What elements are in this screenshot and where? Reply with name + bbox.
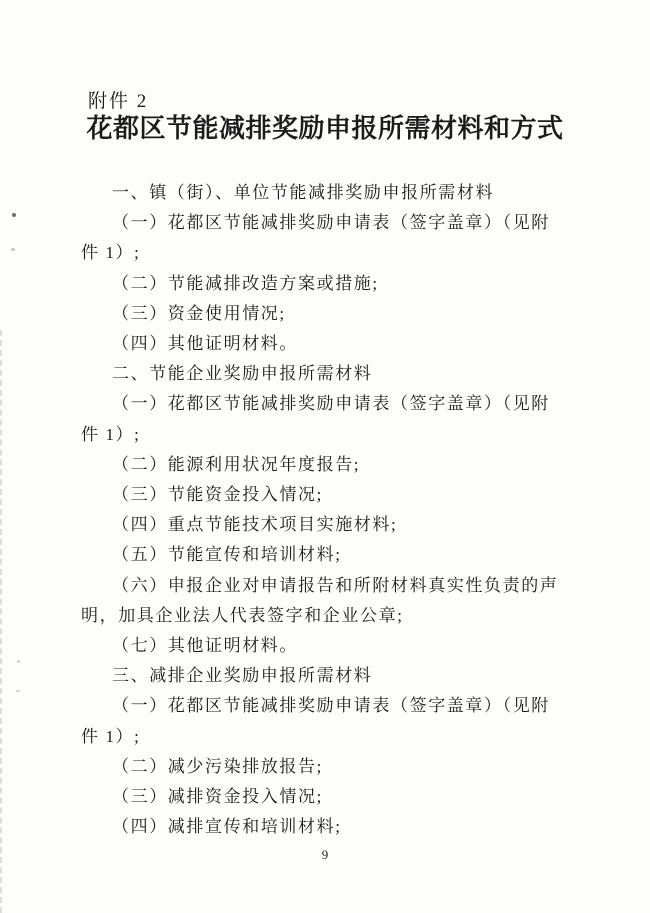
text-line: 件 1）; xyxy=(81,726,141,746)
text-line: 二、节能企业奖励申报所需材料 xyxy=(112,364,373,384)
text-line: （二）能源利用状况年度报告; xyxy=(112,454,361,474)
text-line: （四）重点节能技术项目实施材料; xyxy=(112,515,398,535)
text-line: （三）节能资金投入情况; xyxy=(112,485,323,505)
text-line: 明，加具企业法人代表签字和企业公章; xyxy=(81,605,404,625)
text-line: （二）节能减排改造方案或措施; xyxy=(112,273,379,293)
scan-artifact-speck xyxy=(16,690,20,692)
text-line: （一）花都区节能减排奖励申请表（签字盖章）（见附 xyxy=(112,394,550,414)
text-line: （四）减排宣传和培训材料; xyxy=(112,817,342,837)
page-number: 9 xyxy=(321,847,329,862)
text-line: （一）花都区节能减排奖励申请表（签字盖章）（见附 xyxy=(112,213,550,233)
text-line: 件 1）; xyxy=(81,424,141,444)
text-line: （三）资金使用情况; xyxy=(112,303,286,323)
scan-artifact-speck xyxy=(17,660,20,663)
text-line: （六）申报企业对申请报告和所附材料真实性负责的声 xyxy=(112,575,559,595)
scan-artifact-speck xyxy=(11,248,15,251)
text-line: （七）其他证明材料。 xyxy=(112,636,298,656)
text-line: （五）节能宣传和培训材料; xyxy=(112,545,342,565)
text-line: （一）花都区节能减排奖励申请表（签字盖章）（见附 xyxy=(112,696,550,716)
scan-artifact-speck xyxy=(12,213,16,217)
attachment-label: 附件 2 xyxy=(88,91,149,112)
text-line: 一、镇（街）、单位节能减排奖励申报所需材料 xyxy=(112,183,495,202)
text-line: （二）减少污染排放报告; xyxy=(112,756,323,776)
text-line: 件 1）; xyxy=(81,243,141,263)
text-line: （三）减排资金投入情况; xyxy=(112,787,323,807)
text-line: （四）其他证明材料。 xyxy=(112,334,298,354)
scan-artifact-line xyxy=(0,330,2,913)
document-body xyxy=(81,178,561,842)
text-line: 三、减排企业奖励申报所需材料 xyxy=(112,666,373,686)
page-title: 花都区节能减排奖励申报所需材料和方式 xyxy=(86,114,564,143)
